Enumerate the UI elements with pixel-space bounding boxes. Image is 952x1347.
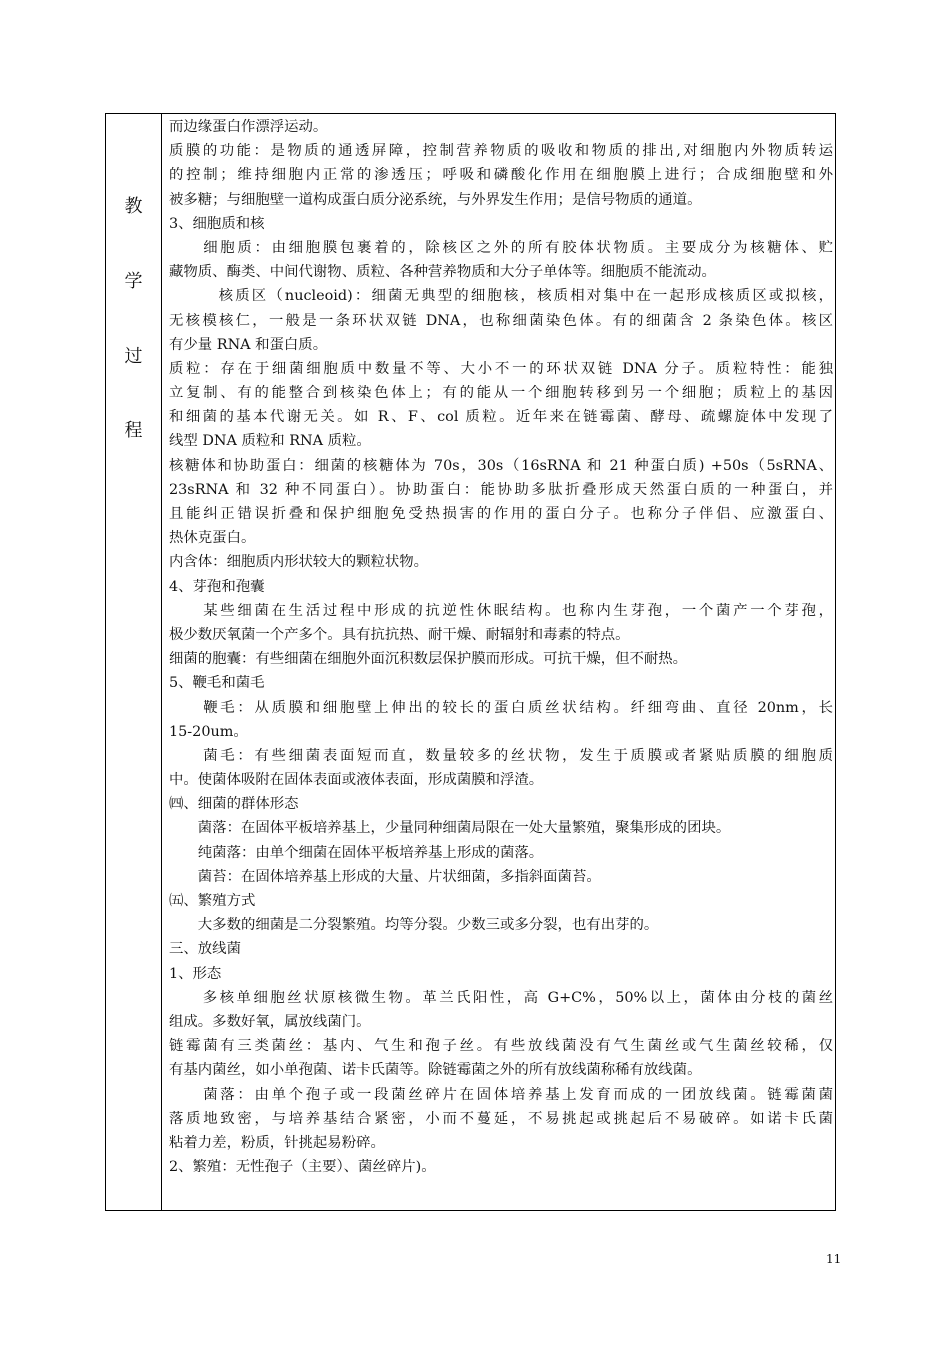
text-line: 的控制；维持细胞内正常的渗透压；呼吸和磷酸化作用在细胞膜上进行；合成细胞壁和外 (169, 167, 833, 184)
text-line: 1、形态 (169, 965, 222, 982)
text-line: 线型 DNA 质粒和 RNA 质粒。 (169, 433, 371, 450)
text-line: 且能纠正错误折叠和保护细胞免受热损害的作用的蛋白分子。也称分子伴侣、应激蛋白、 (169, 506, 833, 522)
text-line: 菌苔：在固体培养基上形成的大量、片状细菌，多指斜面菌苔。 (169, 868, 601, 885)
text-line: 粘着力差，粉质，针挑起易粉碎。 (169, 1134, 385, 1151)
text-line: 链霉菌有三类菌丝：基内、气生和孢子丝。有些放线菌没有气生菌丝或气生菌丝较稀，仅 (169, 1038, 833, 1055)
side-label-column (106, 114, 162, 1210)
text-line: 多核单细胞丝状原核微生物。革兰氏阳性，高 G+C%，50%以上，菌体由分枝的菌丝 (169, 989, 833, 1006)
text-line: 热休克蛋白。 (169, 530, 256, 547)
text-line: 有基内菌丝，如小单孢菌、诺卡氏菌等。除链霉菌之外的所有放线菌称稀有放线菌。 (169, 1062, 702, 1079)
text-line: 三、放线菌 (169, 941, 241, 958)
text-line: ㈣、细菌的群体形态 (169, 796, 299, 813)
text-line: 有少量 RNA 和蛋白质。 (169, 336, 328, 353)
text-line: 立复制、有的能整合到核染色体上；有的能从一个细胞转移到另一个细胞；质粒上的基因 (169, 385, 833, 402)
text-line: 质膜的功能：是物质的通透屏障，控制营养物质的吸收和物质的排出,对细胞内外物质转运 (169, 143, 833, 160)
text-line: 菌落：在固体平板培养基上，少量同种细菌局限在一处大量繁殖，聚集形成的团块。 (169, 820, 731, 837)
text-line: 某些细菌在生活过程中形成的抗逆性休眠结构。也称内生芽孢，一个菌产一个芽孢， (169, 602, 833, 619)
lesson-table (105, 113, 836, 1211)
text-line: 鞭毛：从质膜和细胞壁上伸出的较长的蛋白质丝状结构。纤细弯曲、直径 20nm，长 (169, 699, 833, 716)
text-line: 极少数厌氧菌一个产多个。具有抗抗热、耐干燥、耐辐射和毒素的特点。 (169, 626, 630, 643)
text-line: 核质区（nucleoid)：细菌无典型的细胞核，核质相对集中在一起形成核质区或拟核， (169, 288, 833, 305)
text-line: 和细菌的基本代谢无关。如 R、F、col 质粒。近年来在链霉菌、酵母、疏螺旋体中发现了 (169, 409, 833, 426)
text-line: 大多数的细菌是二分裂繁殖。均等分裂。少数三或多分裂，也有出芽的。 (169, 917, 659, 934)
side-label-char: 教 (124, 196, 143, 217)
text-line: 4、芽孢和孢囊 (169, 578, 265, 595)
text-line: 细菌的胞囊：有些细菌在细胞外面沉积数层保护膜而形成。可抗干燥，但不耐热。 (169, 651, 688, 668)
side-label-char: 学 (124, 271, 143, 292)
side-label-char: 过 (124, 346, 143, 367)
text-line: 内含体：细胞质内形状较大的颗粒状物。 (169, 554, 429, 571)
text-line: 23sRNA 和 32 种不同蛋白）。协助蛋白：能协助多肽折叠形成天然蛋白质的一种蛋白，并 (169, 481, 833, 498)
text-line: 细胞质：由细胞膜包裹着的，除核区之外的所有胶体状物质。主要成分为核糖体、贮 (169, 239, 833, 256)
text-line: 质粒：存在于细菌细胞质中数量不等、大小不一的环状双链 DNA 分子。质粒特性：能独 (169, 360, 833, 377)
text-line: 菌毛：有些细菌表面短而直，数量较多的丝状物，发生于质膜或者紧贴质膜的细胞质 (169, 747, 833, 764)
side-label-char: 程 (124, 420, 143, 441)
text-line: 纯菌落：由单个细菌在固体平板培养基上形成的菌落。 (169, 844, 544, 861)
text-line: 无核模核仁，一般是一条环状双链 DNA，也称细菌染色体。有的细菌含 2 条染色体。核区 (169, 312, 833, 329)
text-line: 而边缘蛋白作漂浮运动。 (169, 119, 328, 135)
lesson-content (169, 115, 833, 1179)
text-line: 3、细胞质和核 (169, 215, 265, 232)
text-line: 15-20um。 (169, 723, 248, 740)
text-line: 组成。多数好氧，属放线菌门。 (169, 1013, 371, 1030)
text-line: 2、繁殖：无性孢子（主要）、菌丝碎片)。 (169, 1159, 436, 1176)
text-line: 5、鞭毛和菌毛 (169, 675, 265, 692)
text-line: 藏物质、酶类、中间代谢物、质粒、各种营养物质和大分子单体等。细胞质不能流动。 (169, 264, 716, 281)
page-number: 11 (826, 1252, 842, 1266)
text-line: 核糖体和协助蛋白：细菌的核糖体为 70s，30s（16sRNA 和 21 种蛋白质) +50s（5sRNA、 (169, 457, 833, 474)
text-line: 落质地致密，与培养基结合紧密，小而不蔓延，不易挑起或挑起后不易破碎。如诺卡氏菌 (169, 1110, 833, 1127)
text-line: ㈤、繁殖方式 (169, 893, 256, 909)
text-line: 菌落：由单个孢子或一段菌丝碎片在固体培养基上发育而成的一团放线菌。链霉菌菌 (169, 1086, 833, 1103)
text-line: 中。使菌体吸附在固体表面或液体表面，形成菌膜和浮渣。 (169, 772, 544, 789)
text-line: 被多糖；与细胞壁一道构成蛋白质分泌系统，与外界发生作用；是信号物质的通道。 (169, 191, 702, 208)
